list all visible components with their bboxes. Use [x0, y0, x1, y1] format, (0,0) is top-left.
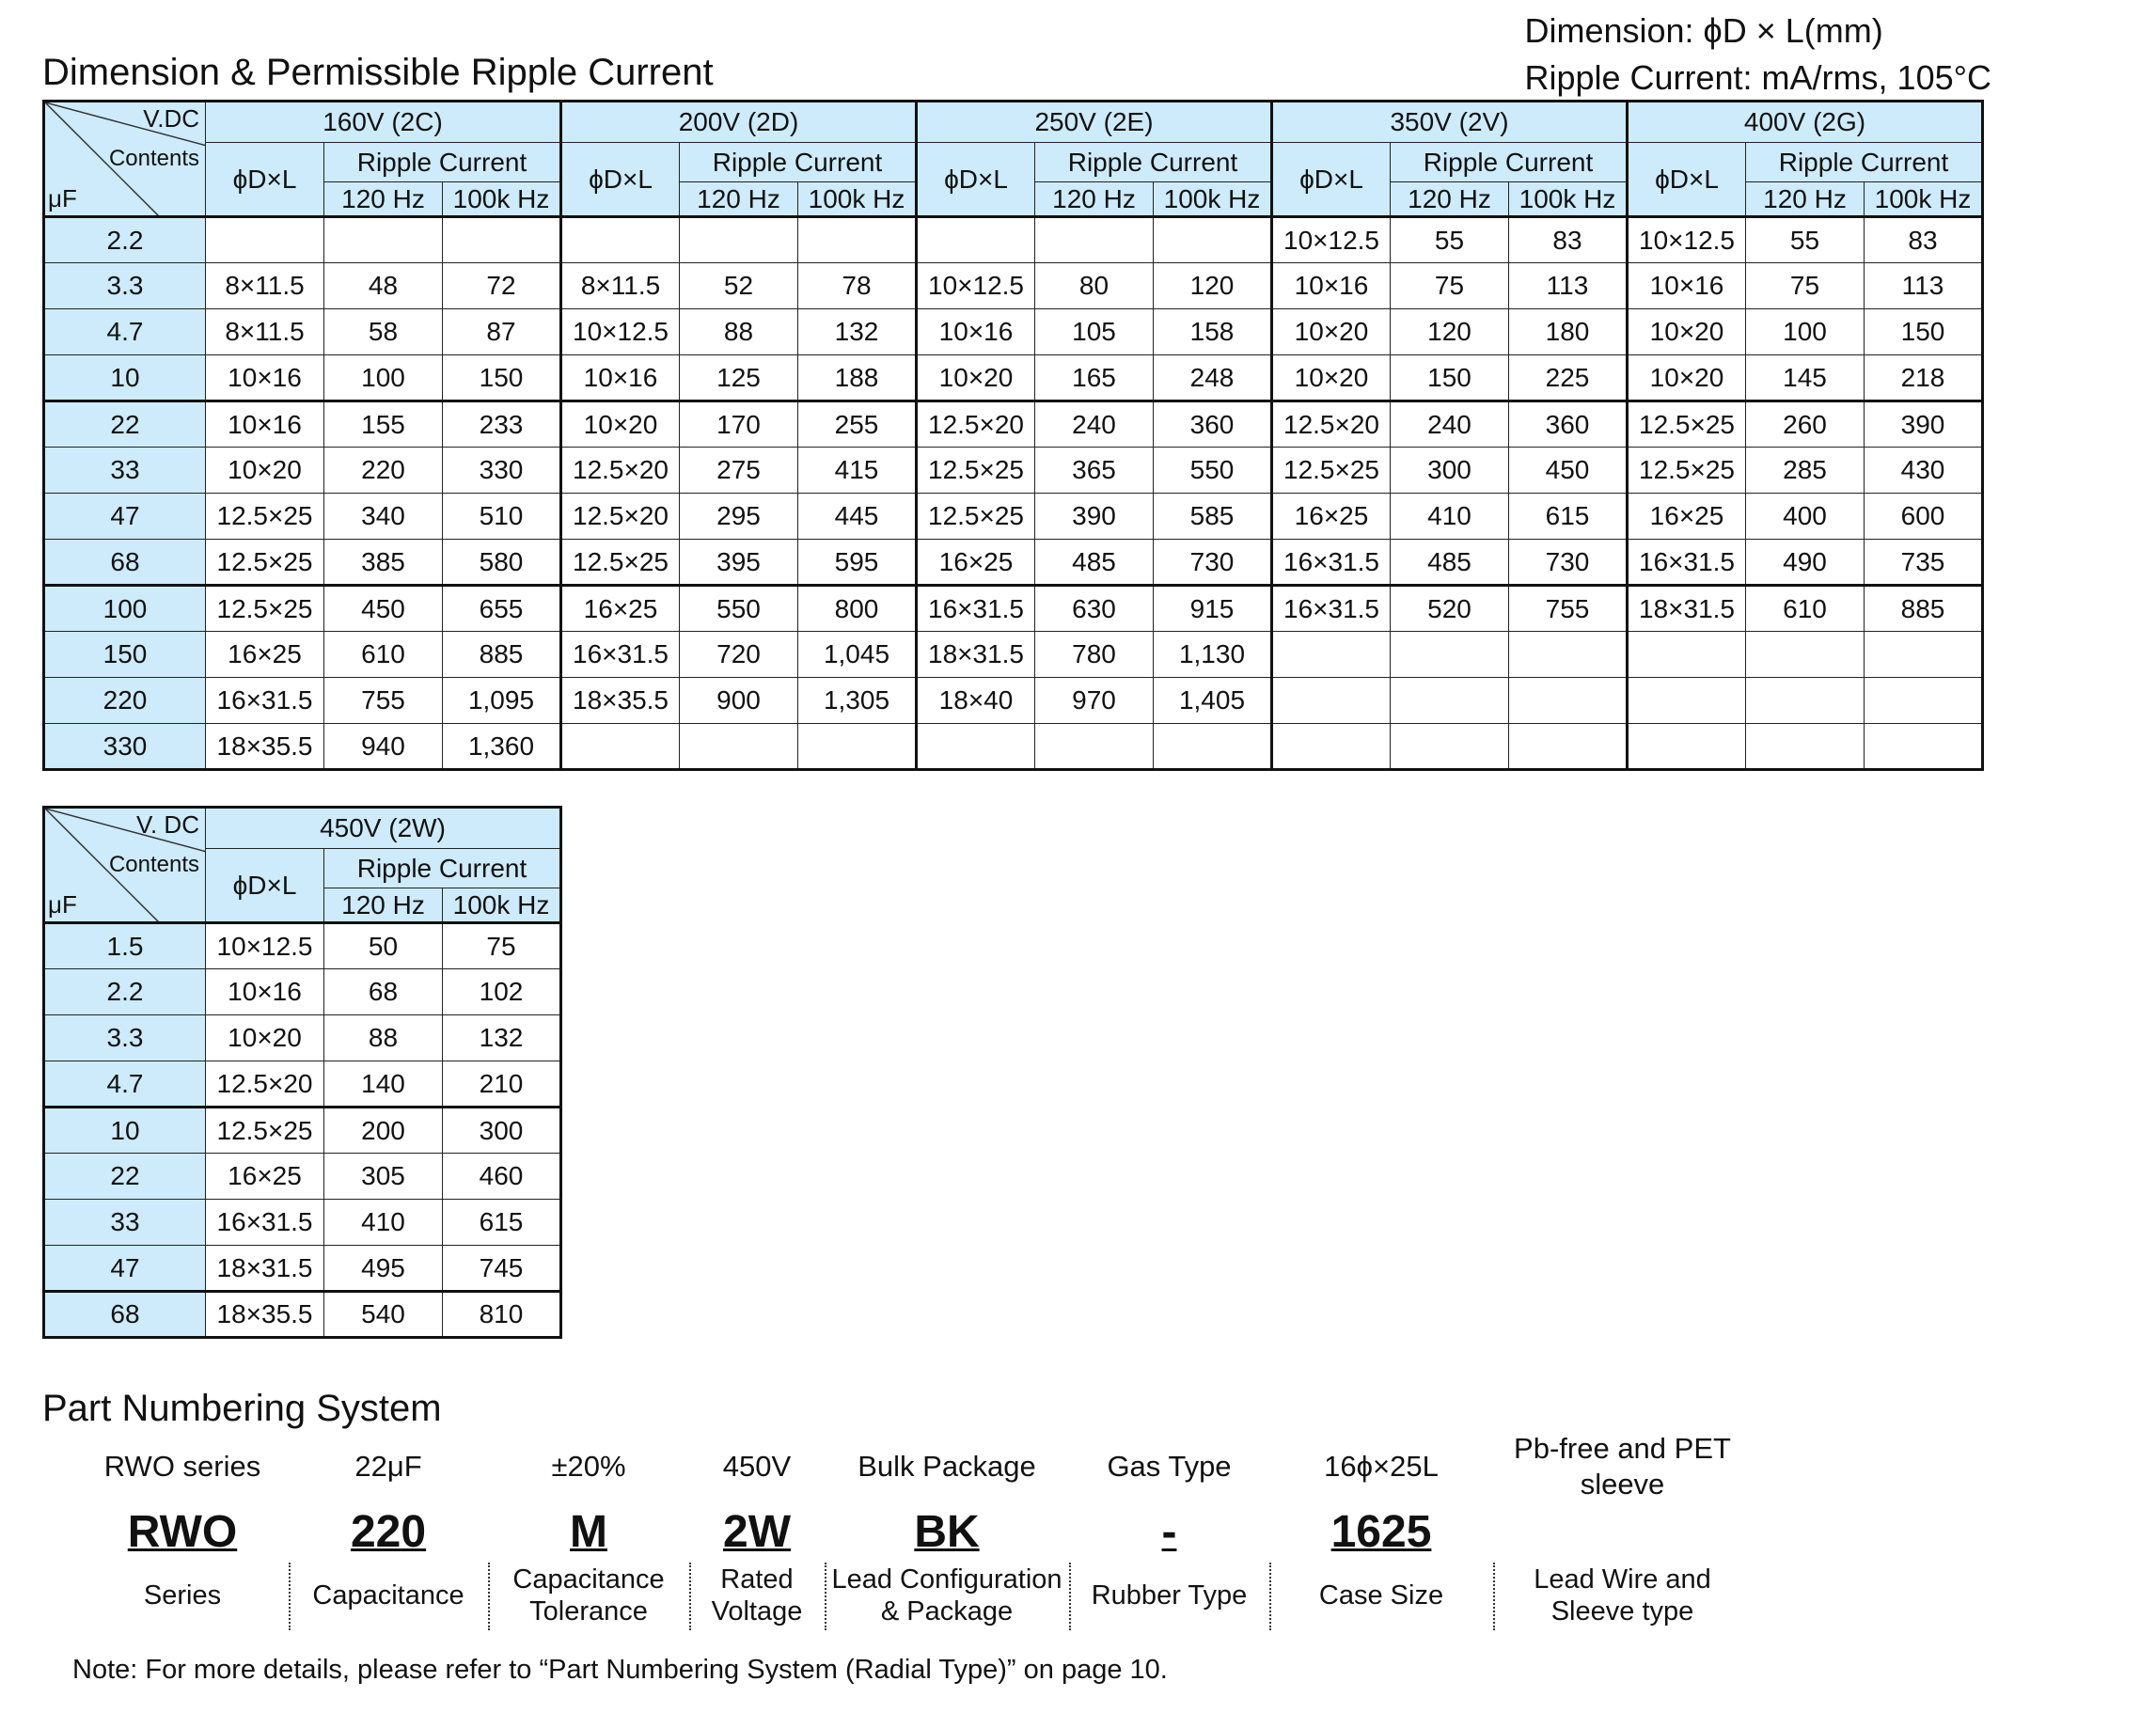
field-code: M — [570, 1507, 607, 1557]
dimension-cell: 10×20 — [206, 1015, 324, 1061]
freq-100khz-header: 100k Hz — [1154, 182, 1272, 217]
capacitance-cell: 10 — [44, 355, 206, 401]
dimension-cell: 10×16 — [206, 355, 324, 401]
field-example — [1493, 1429, 1752, 1504]
dimension-cell: 16×31.5 — [1272, 586, 1391, 632]
dimension-header: ϕD×L — [206, 143, 324, 217]
ripple-120hz-cell: 100 — [1746, 309, 1865, 355]
field-name — [83, 1563, 282, 1628]
ripple-120hz-cell: 450 — [324, 586, 443, 632]
ripple-120hz-cell: 940 — [324, 724, 443, 770]
ripple-120hz-cell: 365 — [1035, 448, 1154, 494]
ripple-100khz-cell: 800 — [798, 586, 917, 632]
ripple-100khz-cell: 180 — [1509, 309, 1628, 355]
dimension-header: ϕD×L — [1272, 143, 1391, 217]
dimension-cell: 16×31.5 — [206, 1200, 324, 1246]
field-code: BK — [914, 1507, 980, 1557]
ripple-120hz-cell: 780 — [1035, 632, 1154, 678]
dimension-cell: 12.5×25 — [206, 1108, 324, 1154]
part-number-field — [689, 0, 825, 1713]
freq-100khz-header: 100k Hz — [443, 182, 561, 217]
part-number-field — [289, 0, 488, 1713]
dimension-cell: 10×16 — [1628, 263, 1746, 309]
ripple-100khz-cell: 248 — [1154, 355, 1272, 401]
ripple-current-header: Ripple Current — [324, 143, 561, 182]
ripple-100khz-cell: 735 — [1865, 540, 1983, 586]
dimension-cell: 10×20 — [206, 448, 324, 494]
ripple-100khz-cell: 210 — [443, 1061, 561, 1108]
voltage-header: 400V (2G) — [1628, 102, 1983, 143]
ripple-120hz-cell: 155 — [324, 401, 443, 448]
ripple-120hz-cell: 50 — [324, 923, 443, 969]
part-numbering-title: Part Numbering System — [42, 1388, 442, 1429]
dimension-cell: 10×20 — [1272, 309, 1391, 355]
voltage-header: 160V (2C) — [206, 102, 561, 143]
ripple-120hz-cell: 75 — [1746, 263, 1865, 309]
ripple-120hz-cell: 240 — [1391, 401, 1509, 448]
dimension-cell: 16×25 — [917, 540, 1035, 586]
ripple-current-header: Ripple Current — [680, 143, 917, 182]
ripple-120hz-cell: 395 — [680, 540, 798, 586]
field-name-text: Case Size — [1318, 1580, 1444, 1611]
ripple-100khz-cell: 510 — [443, 494, 561, 540]
ripple-100khz-cell: 755 — [1509, 586, 1628, 632]
field-example-text: Pb-free and PET sleeve — [1514, 1432, 1731, 1501]
ripple-100khz-cell: 615 — [1509, 494, 1628, 540]
ripple-100khz-cell: 885 — [1865, 586, 1983, 632]
dimension-header: ϕD×L — [917, 143, 1035, 217]
ripple-120hz-cell: 410 — [1391, 494, 1509, 540]
ripple-100khz-cell: 810 — [443, 1292, 561, 1338]
ripple-100khz-cell: 595 — [798, 540, 917, 586]
field-name — [825, 1563, 1069, 1628]
voltage-header: 200V (2D) — [561, 102, 917, 143]
dimension-cell: 10×12.5 — [1628, 217, 1746, 263]
ripple-120hz-cell — [1746, 632, 1865, 678]
dimension-cell: 12.5×20 — [561, 448, 680, 494]
capacitance-cell: 22 — [44, 401, 206, 448]
ripple-120hz-cell: 48 — [324, 263, 443, 309]
field-example-text: 22μF — [354, 1450, 422, 1483]
freq-100khz-header: 100k Hz — [1865, 182, 1983, 217]
field-separator — [1069, 1563, 1071, 1630]
ripple-120hz-cell: 485 — [1391, 540, 1509, 586]
corner-vdc-label: V. DC — [136, 810, 199, 839]
dimension-cell: 18×35.5 — [206, 724, 324, 770]
field-name-text: Series — [143, 1580, 222, 1611]
part-number-field — [83, 0, 282, 1713]
dimension-cell: 10×20 — [1628, 355, 1746, 401]
dimension-cell: 8×11.5 — [206, 263, 324, 309]
dimension-cell: 12.5×20 — [206, 1061, 324, 1108]
ripple-120hz-cell: 520 — [1391, 586, 1509, 632]
ripple-120hz-cell: 150 — [1391, 355, 1509, 401]
dimension-cell: 16×25 — [206, 632, 324, 678]
freq-120hz-header: 120 Hz — [1035, 182, 1154, 217]
field-example-text: 450V — [722, 1450, 792, 1483]
ripple-100khz-cell: 83 — [1865, 217, 1983, 263]
ripple-100khz-cell: 120 — [1154, 263, 1272, 309]
voltage-header: 250V (2E) — [917, 102, 1272, 143]
ripple-120hz-cell: 305 — [324, 1154, 443, 1200]
ripple-120hz-cell: 125 — [680, 355, 798, 401]
voltage-header: 350V (2V) — [1272, 102, 1628, 143]
ripple-100khz-cell: 1,305 — [798, 678, 917, 724]
ripple-100khz-cell: 415 — [798, 448, 917, 494]
dimension-header: ϕD×L — [561, 143, 680, 217]
ripple-120hz-cell: 970 — [1035, 678, 1154, 724]
ripple-120hz-cell: 540 — [324, 1292, 443, 1338]
ripple-100khz-cell: 113 — [1865, 263, 1983, 309]
field-name — [1069, 1563, 1269, 1628]
dimension-cell: 8×11.5 — [561, 263, 680, 309]
field-example-text: Gas Type — [1107, 1450, 1232, 1483]
ripple-120hz-cell: 610 — [1746, 586, 1865, 632]
field-code: RWO — [127, 1507, 238, 1557]
ripple-120hz-cell: 140 — [324, 1061, 443, 1108]
field-example-text: RWO series — [103, 1450, 261, 1483]
ripple-100khz-cell: 915 — [1154, 586, 1272, 632]
field-name-text: Capacitance Tolerance — [512, 1564, 665, 1627]
ripple-100khz-cell: 1,045 — [798, 632, 917, 678]
ripple-100khz-cell: 78 — [798, 263, 917, 309]
ripple-100khz-cell: 300 — [443, 1108, 561, 1154]
capacitance-cell: 68 — [44, 540, 206, 586]
part-number-field — [1493, 0, 1752, 1713]
dimension-cell: 16×25 — [561, 586, 680, 632]
capacitance-cell: 10 — [44, 1108, 206, 1154]
field-separator — [825, 1563, 826, 1630]
ripple-100khz-cell: 730 — [1154, 540, 1272, 586]
field-name — [1493, 1563, 1752, 1628]
ripple-100khz-cell: 885 — [443, 632, 561, 678]
dimension-unit: Dimension: ϕD × L(mm) — [1524, 11, 1883, 50]
capacitance-cell: 22 — [44, 1154, 206, 1200]
ripple-120hz-cell: 550 — [680, 586, 798, 632]
ripple-100khz-cell: 87 — [443, 309, 561, 355]
ripple-120hz-cell: 490 — [1746, 540, 1865, 586]
freq-120hz-header: 120 Hz — [680, 182, 798, 217]
ripple-120hz-cell: 630 — [1035, 586, 1154, 632]
freq-100khz-header: 100k Hz — [443, 888, 561, 923]
part-number-field — [1269, 0, 1493, 1713]
freq-120hz-header: 120 Hz — [1391, 182, 1509, 217]
field-code: 2W — [723, 1507, 791, 1557]
field-code: 1625 — [1330, 1507, 1432, 1557]
ripple-100khz-cell: 1,095 — [443, 678, 561, 724]
capacitance-cell: 4.7 — [44, 1061, 206, 1108]
capacitance-cell: 68 — [44, 1292, 206, 1338]
ripple-unit: Ripple Current: mA/rms, 105°C — [1524, 58, 1991, 97]
field-name-text: Lead Configuration & Package — [831, 1564, 1062, 1627]
ripple-100khz-cell: 75 — [443, 923, 561, 969]
capacitance-cell: 150 — [44, 632, 206, 678]
field-separator — [488, 1563, 490, 1630]
ripple-120hz-cell: 165 — [1035, 355, 1154, 401]
ripple-120hz-cell: 900 — [680, 678, 798, 724]
footnote: Note: For more details, please refer to “Part Numbering System (Radial Type)” on page 10. — [72, 1655, 1168, 1685]
ripple-120hz-cell: 720 — [680, 632, 798, 678]
ripple-120hz-cell: 240 — [1035, 401, 1154, 448]
capacitance-cell: 1.5 — [44, 923, 206, 969]
dimension-cell: 12.5×25 — [561, 540, 680, 586]
field-name-text: Capacitance — [312, 1580, 464, 1611]
ripple-100khz-cell: 113 — [1509, 263, 1628, 309]
ripple-100khz-cell: 233 — [443, 401, 561, 448]
ripple-100khz-cell: 72 — [443, 263, 561, 309]
page-title: Dimension & Permissible Ripple Current — [42, 52, 714, 93]
ripple-100khz-cell: 360 — [1154, 401, 1272, 448]
field-example — [1069, 1429, 1269, 1504]
ripple-100khz-cell: 390 — [1865, 401, 1983, 448]
dimension-cell: 12.5×25 — [1628, 448, 1746, 494]
ripple-120hz-cell: 75 — [1391, 263, 1509, 309]
ripple-120hz-cell: 295 — [680, 494, 798, 540]
ripple-100khz-cell: 600 — [1865, 494, 1983, 540]
capacitance-cell: 47 — [44, 1246, 206, 1292]
ripple-100khz-cell: 430 — [1865, 448, 1983, 494]
dimension-cell: 16×31.5 — [206, 678, 324, 724]
field-example — [689, 1429, 825, 1504]
ripple-100khz-cell: 730 — [1509, 540, 1628, 586]
field-name — [1269, 1563, 1493, 1628]
dimension-cell: 10×16 — [206, 401, 324, 448]
ripple-120hz-cell: 285 — [1746, 448, 1865, 494]
capacitance-cell: 33 — [44, 1200, 206, 1246]
ripple-120hz-cell: 88 — [680, 309, 798, 355]
field-name-text: Rubber Type — [1091, 1580, 1248, 1611]
ripple-100khz-cell — [1865, 724, 1983, 770]
field-example — [488, 1429, 689, 1504]
dimension-cell: 10×16 — [561, 355, 680, 401]
dimension-cell: 8×11.5 — [206, 309, 324, 355]
dimension-cell: 16×31.5 — [1272, 540, 1391, 586]
ripple-100khz-cell: 218 — [1865, 355, 1983, 401]
dimension-header: ϕD×L — [206, 849, 324, 923]
capacitance-cell: 2.2 — [44, 969, 206, 1015]
dimension-cell: 10×12.5 — [561, 309, 680, 355]
field-name — [488, 1563, 689, 1628]
part-number-field — [825, 0, 1069, 1713]
ripple-current-header: Ripple Current — [1035, 143, 1272, 182]
corner-uf-label: μF — [48, 890, 77, 919]
ripple-120hz-cell: 145 — [1746, 355, 1865, 401]
dimension-cell: 18×35.5 — [561, 678, 680, 724]
ripple-100khz-cell: 1,130 — [1154, 632, 1272, 678]
part-number-field — [488, 0, 689, 1713]
ripple-120hz-cell: 52 — [680, 263, 798, 309]
capacitance-cell: 100 — [44, 586, 206, 632]
ripple-100khz-cell: 188 — [798, 355, 917, 401]
freq-100khz-header: 100k Hz — [798, 182, 917, 217]
ripple-120hz-cell — [1746, 678, 1865, 724]
dimension-cell: 10×16 — [1272, 263, 1391, 309]
dimension-cell: 16×31.5 — [917, 586, 1035, 632]
freq-100khz-header: 100k Hz — [1509, 182, 1628, 217]
dimension-cell: 12.5×25 — [206, 494, 324, 540]
ripple-120hz-cell: 80 — [1035, 263, 1154, 309]
dimension-cell: 10×20 — [917, 355, 1035, 401]
ripple-100khz-cell: 585 — [1154, 494, 1272, 540]
ripple-120hz-cell: 485 — [1035, 540, 1154, 586]
ripple-100khz-cell: 132 — [798, 309, 917, 355]
dimension-cell: 10×16 — [206, 969, 324, 1015]
dimension-cell: 12.5×25 — [206, 586, 324, 632]
field-name — [289, 1563, 488, 1628]
field-example — [825, 1429, 1069, 1504]
ripple-100khz-cell: 102 — [443, 969, 561, 1015]
ripple-120hz-cell: 340 — [324, 494, 443, 540]
ripple-120hz-cell: 58 — [324, 309, 443, 355]
capacitance-cell: 47 — [44, 494, 206, 540]
dimension-cell: 10×20 — [1628, 309, 1746, 355]
ripple-120hz-cell: 100 — [324, 355, 443, 401]
ripple-100khz-cell: 445 — [798, 494, 917, 540]
dimension-cell: 10×20 — [561, 401, 680, 448]
dimension-cell: 12.5×20 — [561, 494, 680, 540]
field-separator — [1493, 1563, 1495, 1630]
field-example — [83, 1429, 282, 1504]
field-code: 220 — [350, 1507, 427, 1557]
dimension-cell: 10×12.5 — [1272, 217, 1391, 263]
ripple-100khz-cell: 550 — [1154, 448, 1272, 494]
field-example-text: Bulk Package — [858, 1450, 1036, 1483]
dimension-cell: 12.5×25 — [1272, 448, 1391, 494]
ripple-100khz-cell: 255 — [798, 401, 917, 448]
dimension-cell: 18×40 — [917, 678, 1035, 724]
capacitance-cell: 2.2 — [44, 217, 206, 263]
ripple-100khz-cell: 158 — [1154, 309, 1272, 355]
field-separator — [1269, 1563, 1271, 1630]
ripple-100khz-cell: 330 — [443, 448, 561, 494]
ripple-120hz-cell: 385 — [324, 540, 443, 586]
freq-120hz-header: 120 Hz — [1746, 182, 1865, 217]
dimension-cell: 18×35.5 — [206, 1292, 324, 1338]
ripple-current-header: Ripple Current — [1391, 143, 1628, 182]
dimension-cell: 18×31.5 — [917, 632, 1035, 678]
dimension-cell: 12.5×25 — [917, 448, 1035, 494]
capacitance-cell: 3.3 — [44, 1015, 206, 1061]
ripple-current-header: Ripple Current — [1746, 143, 1983, 182]
ripple-100khz-cell: 1,360 — [443, 724, 561, 770]
field-example-text: ±20% — [551, 1450, 626, 1483]
field-example-text: 16ϕ×25L — [1324, 1450, 1439, 1483]
ripple-120hz-cell: 55 — [1746, 217, 1865, 263]
dimension-cell: 12.5×20 — [917, 401, 1035, 448]
ripple-120hz-cell: 400 — [1746, 494, 1865, 540]
ripple-100khz-cell: 460 — [443, 1154, 561, 1200]
ripple-120hz-cell: 120 — [1391, 309, 1509, 355]
dimension-cell: 18×31.5 — [1628, 586, 1746, 632]
ripple-100khz-cell: 655 — [443, 586, 561, 632]
ripple-120hz-cell: 390 — [1035, 494, 1154, 540]
ripple-100khz-cell — [1865, 632, 1983, 678]
ripple-120hz-cell: 220 — [324, 448, 443, 494]
ripple-120hz-cell: 68 — [324, 969, 443, 1015]
dimension-cell: 16×25 — [1628, 494, 1746, 540]
ripple-120hz-cell: 755 — [324, 678, 443, 724]
corner-vdc-label: V.DC — [143, 104, 199, 133]
dimension-cell: 18×31.5 — [206, 1246, 324, 1292]
ripple-120hz-cell: 275 — [680, 448, 798, 494]
ripple-100khz-cell: 150 — [1865, 309, 1983, 355]
dimension-cell: 12.5×25 — [1628, 401, 1746, 448]
ripple-100khz-cell: 615 — [443, 1200, 561, 1246]
dimension-cell: 16×25 — [206, 1154, 324, 1200]
ripple-120hz-cell: 495 — [324, 1246, 443, 1292]
ripple-120hz-cell: 105 — [1035, 309, 1154, 355]
voltage-header: 450V (2W) — [206, 808, 561, 849]
dimension-cell: 12.5×20 — [1272, 401, 1391, 448]
capacitance-cell: 220 — [44, 678, 206, 724]
ripple-120hz-cell: 55 — [1391, 217, 1509, 263]
ripple-120hz-cell: 170 — [680, 401, 798, 448]
ripple-100khz-cell: 225 — [1509, 355, 1628, 401]
field-example — [289, 1429, 488, 1504]
dimension-cell: 10×20 — [1272, 355, 1391, 401]
ripple-100khz-cell: 1,405 — [1154, 678, 1272, 724]
ripple-100khz-cell: 150 — [443, 355, 561, 401]
ripple-current-header: Ripple Current — [324, 849, 561, 888]
dimension-header: ϕD×L — [1628, 143, 1746, 217]
dimension-cell: 10×12.5 — [917, 263, 1035, 309]
ripple-120hz-cell: 410 — [324, 1200, 443, 1246]
dimension-cell: 10×12.5 — [206, 923, 324, 969]
ripple-100khz-cell: 132 — [443, 1015, 561, 1061]
capacitance-cell: 4.7 — [44, 309, 206, 355]
dimension-cell: 12.5×25 — [206, 540, 324, 586]
capacitance-cell: 3.3 — [44, 263, 206, 309]
ripple-120hz-cell — [1746, 724, 1865, 770]
field-name-text: Lead Wire and Sleeve type — [1534, 1564, 1711, 1627]
ripple-100khz-cell: 83 — [1509, 217, 1628, 263]
dimension-cell: 10×16 — [917, 309, 1035, 355]
ripple-100khz-cell: 745 — [443, 1246, 561, 1292]
field-separator — [289, 1563, 291, 1630]
ripple-100khz-cell — [1865, 678, 1983, 724]
ripple-120hz-cell: 260 — [1746, 401, 1865, 448]
ripple-100khz-cell: 450 — [1509, 448, 1628, 494]
part-number-field — [1069, 0, 1269, 1713]
freq-120hz-header: 120 Hz — [324, 888, 443, 923]
dimension-cell: 16×31.5 — [561, 632, 680, 678]
dimension-cell: 12.5×25 — [917, 494, 1035, 540]
ripple-120hz-cell: 300 — [1391, 448, 1509, 494]
corner-contents-label: Contents — [108, 852, 199, 877]
capacitance-cell: 33 — [44, 448, 206, 494]
capacitance-cell: 330 — [44, 724, 206, 770]
ripple-120hz-cell: 610 — [324, 632, 443, 678]
ripple-120hz-cell: 88 — [324, 1015, 443, 1061]
ripple-120hz-cell: 200 — [324, 1108, 443, 1154]
field-example — [1269, 1429, 1493, 1504]
ripple-100khz-cell: 360 — [1509, 401, 1628, 448]
field-separator — [689, 1563, 691, 1630]
corner-contents-label: Contents — [108, 146, 199, 171]
dimension-cell: 16×25 — [1272, 494, 1391, 540]
field-name-text: Rated Voltage — [711, 1564, 803, 1627]
dimension-cell: 16×31.5 — [1628, 540, 1746, 586]
ripple-100khz-cell: 580 — [443, 540, 561, 586]
freq-120hz-header: 120 Hz — [324, 182, 443, 217]
corner-uf-label: μF — [48, 184, 77, 212]
field-code: - — [1161, 1507, 1177, 1557]
field-name — [689, 1563, 825, 1628]
